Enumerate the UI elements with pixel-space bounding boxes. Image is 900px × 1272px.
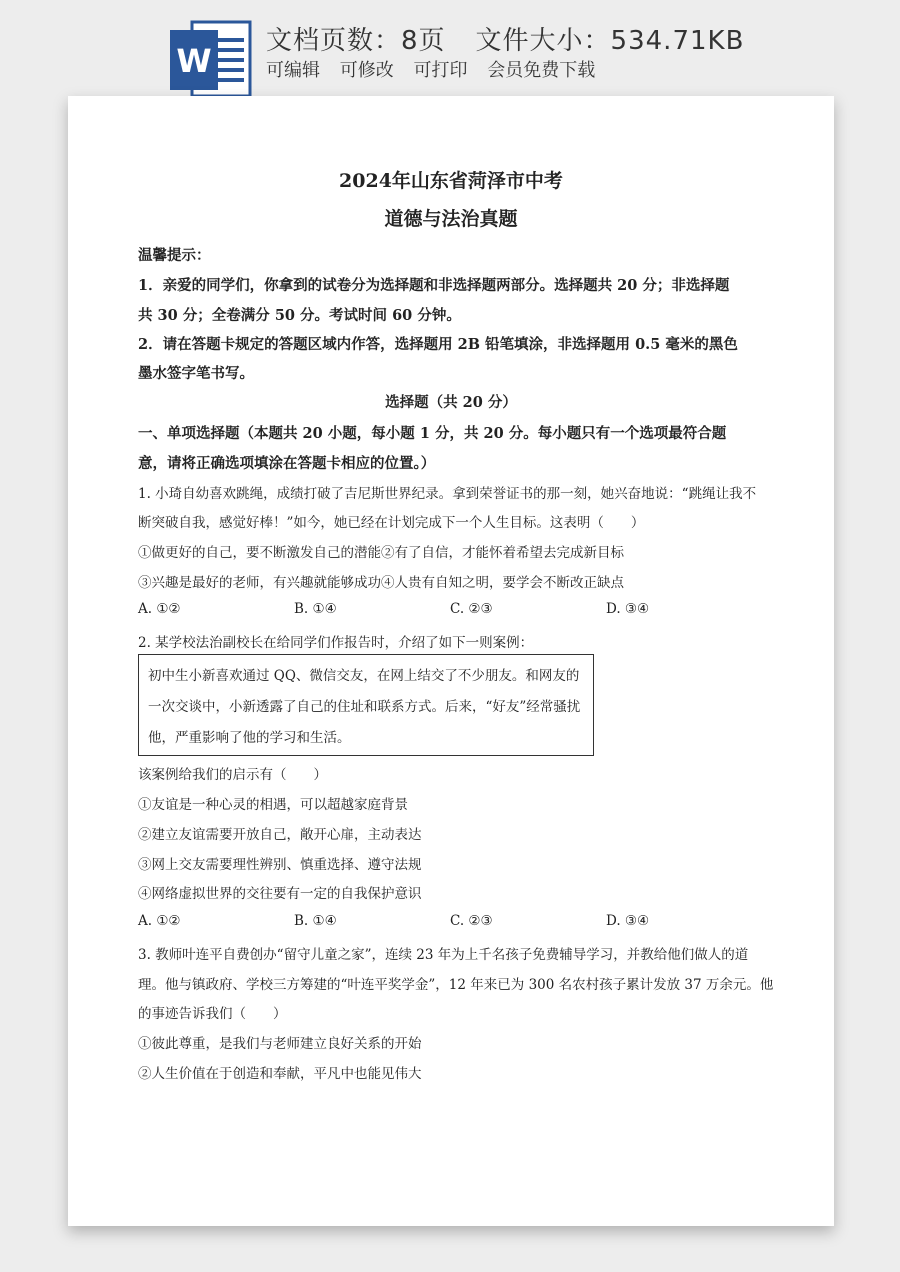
q2-statement-2: ②建立友谊需要开放自己，敞开心扉，主动表达	[138, 827, 422, 843]
case-line3: 他，严重影响了他的学习和生活。	[148, 730, 351, 746]
q1-stem-line2: 断突破自我，感觉好棒！”如今，她已经在计划完成下一个人生目标。这表明（ ）	[138, 515, 645, 531]
word-icon-letter: W	[176, 42, 212, 80]
doc-subtitle: 道德与法治真题	[384, 208, 518, 230]
document-page	[68, 96, 834, 1226]
page-count: 文档页数：8页	[266, 26, 446, 56]
q3-stem-line1: 3. 教师叶连平自费创办“留守儿童之家”，连续 23 年为上千名孩子免费辅导学习，并教给他们做人的道	[138, 947, 749, 963]
q1-option-d: D. ③④	[606, 601, 650, 617]
part1-instruction-line1: 一、单项选择题（本题共 20 小题，每小题 1 分，共 20 分。每小题只有一个选项最符合题	[138, 425, 727, 442]
case-box	[138, 654, 594, 756]
q1-option-b: B. ①④	[294, 601, 337, 617]
q2-option-c: C. ②③	[450, 913, 493, 929]
q2-option-a: A. ①②	[138, 913, 181, 929]
tip1-line1: 1．亲爱的同学们，你拿到的试卷分为选择题和非选择题两部分。选择题共 20 分；非选择题	[138, 277, 730, 294]
q2-statement-1: ①友谊是一种心灵的相遇，可以超越家庭背景	[138, 797, 408, 813]
section-title: 选择题（共 20 分）	[385, 394, 517, 411]
feature-editable: 可编辑	[266, 60, 320, 81]
q2-statement-3: ③网上交友需要理性辨别、慎重选择、遵守法规	[138, 857, 422, 873]
download-header	[0, 0, 900, 96]
q2-option-d: D. ③④	[606, 913, 650, 929]
q1-statements-2: ③兴趣是最好的老师，有兴趣就能够成功④人贵有自知之明，要学会不断改正缺点	[138, 575, 624, 591]
tip1-line2: 共 30 分；全卷满分 50 分。考试时间 60 分钟。	[138, 307, 461, 324]
q3-stem-line2: 理。他与镇政府、学校三方筹建的“叶连平奖学金”，12 年来已为 300 名农村孩子累计发放 37 万余元。他	[138, 977, 774, 993]
feature-modifiable: 可修改	[339, 60, 394, 81]
feature-list	[266, 56, 605, 82]
q3-statement-1: ①彼此尊重，是我们与老师建立良好关系的开始	[138, 1036, 422, 1052]
q1-option-a: A. ①②	[138, 601, 181, 617]
file-size: 文件大小：534.71KB	[475, 26, 745, 56]
q3-statement-2: ②人生价值在于创造和奉献，平凡中也能见伟大	[138, 1066, 422, 1082]
q1-statements-1: ①做更好的自己，要不断激发自己的潜能②有了自信，才能怀着希望去完成新目标	[138, 545, 624, 561]
q3-stem-line3: 的事迹告诉我们（ ）	[138, 1006, 287, 1022]
file-info	[266, 20, 744, 57]
feature-member-download: 会员免费下载	[487, 60, 596, 81]
tip2-line1: 2．请在答题卡规定的答题区域内作答，选择题用 2B 铅笔填涂，非选择题用 0.5 毫米的黑色	[138, 336, 738, 353]
q2-statement-4: ④网络虚拟世界的交往要有一定的自我保护意识	[138, 886, 422, 902]
q2-stem-line1: 2. 某学校法治副校长在给同学们作报告时，介绍了如下一则案例：	[138, 635, 534, 651]
tips-heading: 温馨提示：	[138, 247, 211, 264]
part1-instruction-line2: 意，请将正确选项填涂在答题卡相应的位置。）	[138, 455, 436, 472]
word-doc-icon	[170, 20, 252, 96]
q1-stem-line1: 1. 小琦自幼喜欢跳绳，成绩打破了吉尼斯世界纪录。拿到荣誉证书的那一刻，她兴奋地说：“跳绳让我不	[138, 486, 757, 502]
case-line2: 一次交谈中，小新透露了自己的住址和联系方式。后来，“好友”经常骚扰	[148, 699, 581, 715]
q2-option-b: B. ①④	[294, 913, 337, 929]
feature-printable: 可打印	[413, 60, 468, 81]
case-line1: 初中生小新喜欢通过 QQ、微信交友，在网上结交了不少朋友。和网友的	[148, 668, 580, 684]
doc-title: 2024年山东省菏泽市中考	[339, 170, 563, 192]
q1-option-c: C. ②③	[450, 601, 493, 617]
tip2-line2: 墨水签字笔书写。	[138, 365, 254, 382]
q2-stem: 该案例给我们的启示有（ ）	[138, 767, 327, 783]
